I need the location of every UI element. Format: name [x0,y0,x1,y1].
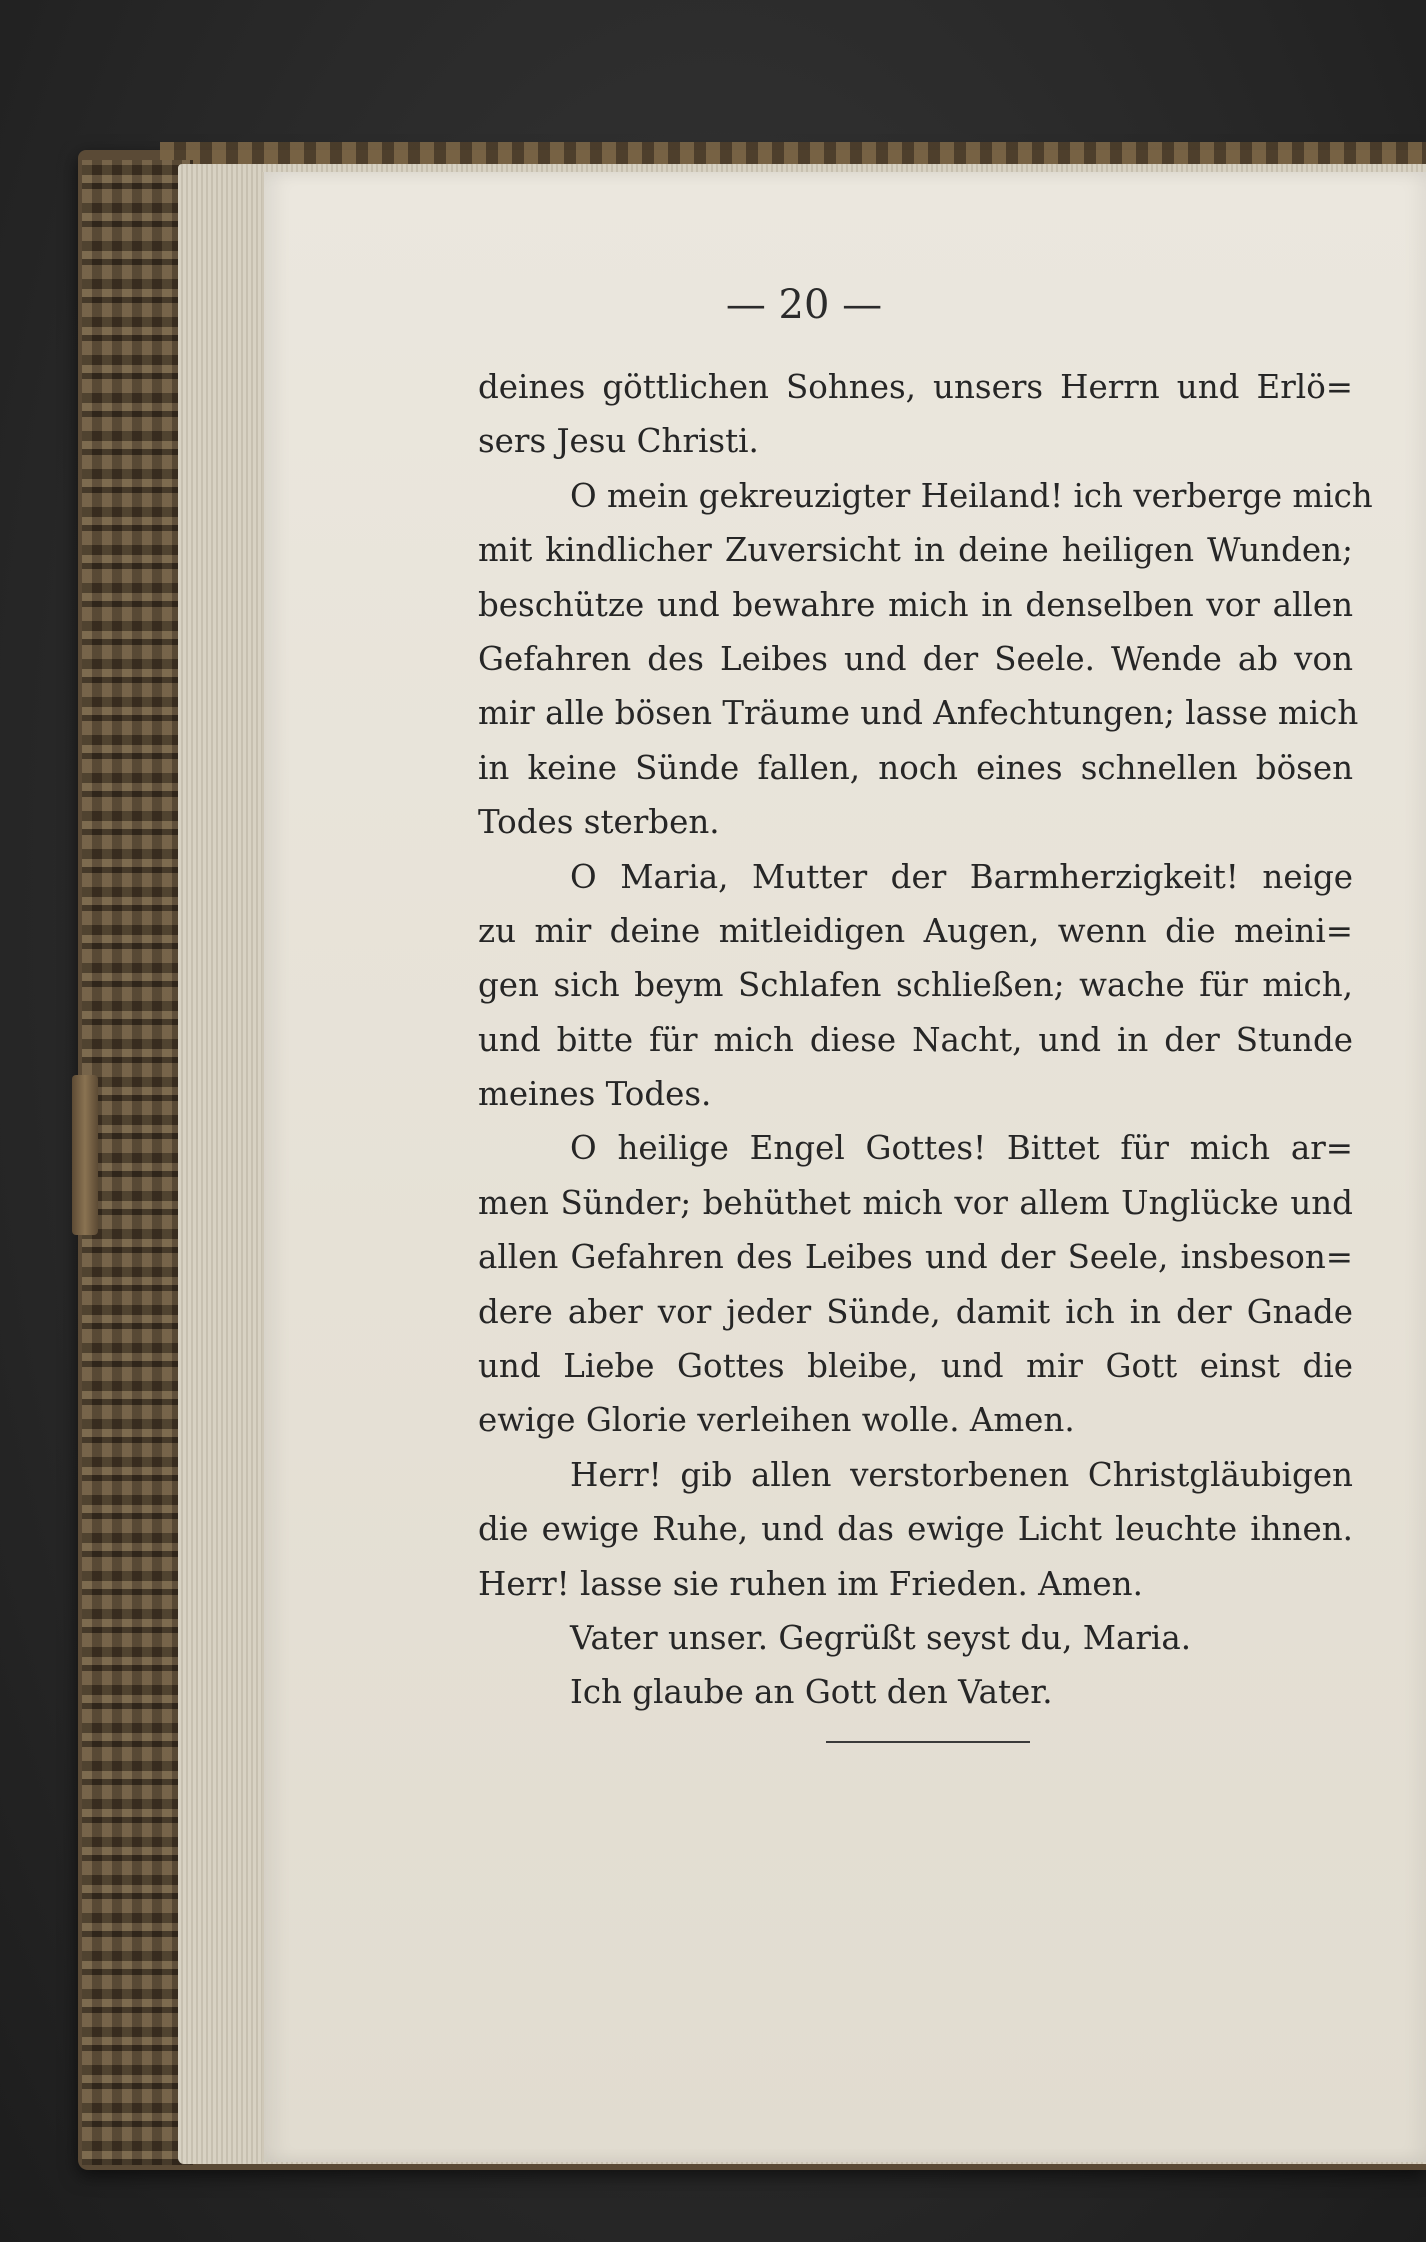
text-line: Todes sterben. [478,803,720,842]
text-line: und Liebe Gottes bleibe, und mir Gott einst die [478,1347,1353,1386]
text-line: dere aber vor jeder Sünde, damit ich in der Gnade [478,1292,1353,1331]
text-line: in keine Sünde fallen, noch eines schnellen bösen [478,748,1353,787]
text-line: beschütze und bewahre mich in denselben vor allen [478,585,1353,624]
text-line: Gefahren des Leibes und der Seele. Wende ab von [478,639,1353,678]
text-line: Herr! lasse sie ruhen im Frieden. Amen. [478,1564,1143,1603]
text-line: deines göttlichen Sohnes, unsers Herrn und Erlö= [478,368,1353,406]
text-line: meines Todes. [478,1075,712,1114]
page-text [478,360,1373,1720]
text-line: gen sich beym Schlafen schließen; wache für mich, [478,966,1353,1005]
page-number: — 20 — [725,282,883,328]
text-line: O Maria, Mutter der Barmherzigkeit! neige [570,857,1353,896]
text-line: Herr! gib allen verstorbenen Christgläubigen [570,1455,1353,1494]
cover-spine-ornament [82,160,193,2165]
text-line: O heilige Engel Gottes! Bittet für mich ar= [570,1129,1353,1168]
book-clasp [72,1075,98,1235]
text-line: Ich glaube an Gott den Vater. [570,1673,1053,1712]
text-line: ewige Glorie verleihen wolle. Amen. [478,1401,1075,1440]
text-line: Vater unser. Gegrüßt seyst du, Maria. [570,1618,1192,1657]
text-line: sers Jesu Christi. [478,422,759,461]
text-line: O mein gekreuzigter Heiland! ich verberge mich [570,476,1373,515]
text-line: und bitte für mich diese Nacht, und in der Stunde [478,1020,1353,1059]
text-line: men Sünder; behüthet mich vor allem Unglücke und [478,1183,1353,1222]
text-line: mir alle bösen Träume und Anfechtungen; lasse mich [478,694,1359,733]
text-line: allen Gefahren des Leibes und der Seele, insbeson= [478,1238,1353,1277]
text-line: mit kindlicher Zuversicht in deine heiligen Wunden; [478,531,1353,570]
text-line: zu mir deine mitleidigen Augen, wenn die meini= [478,911,1353,950]
end-rule [826,1741,1030,1743]
text-line: die ewige Ruhe, und das ewige Licht leuchte ihnen. [478,1510,1353,1549]
